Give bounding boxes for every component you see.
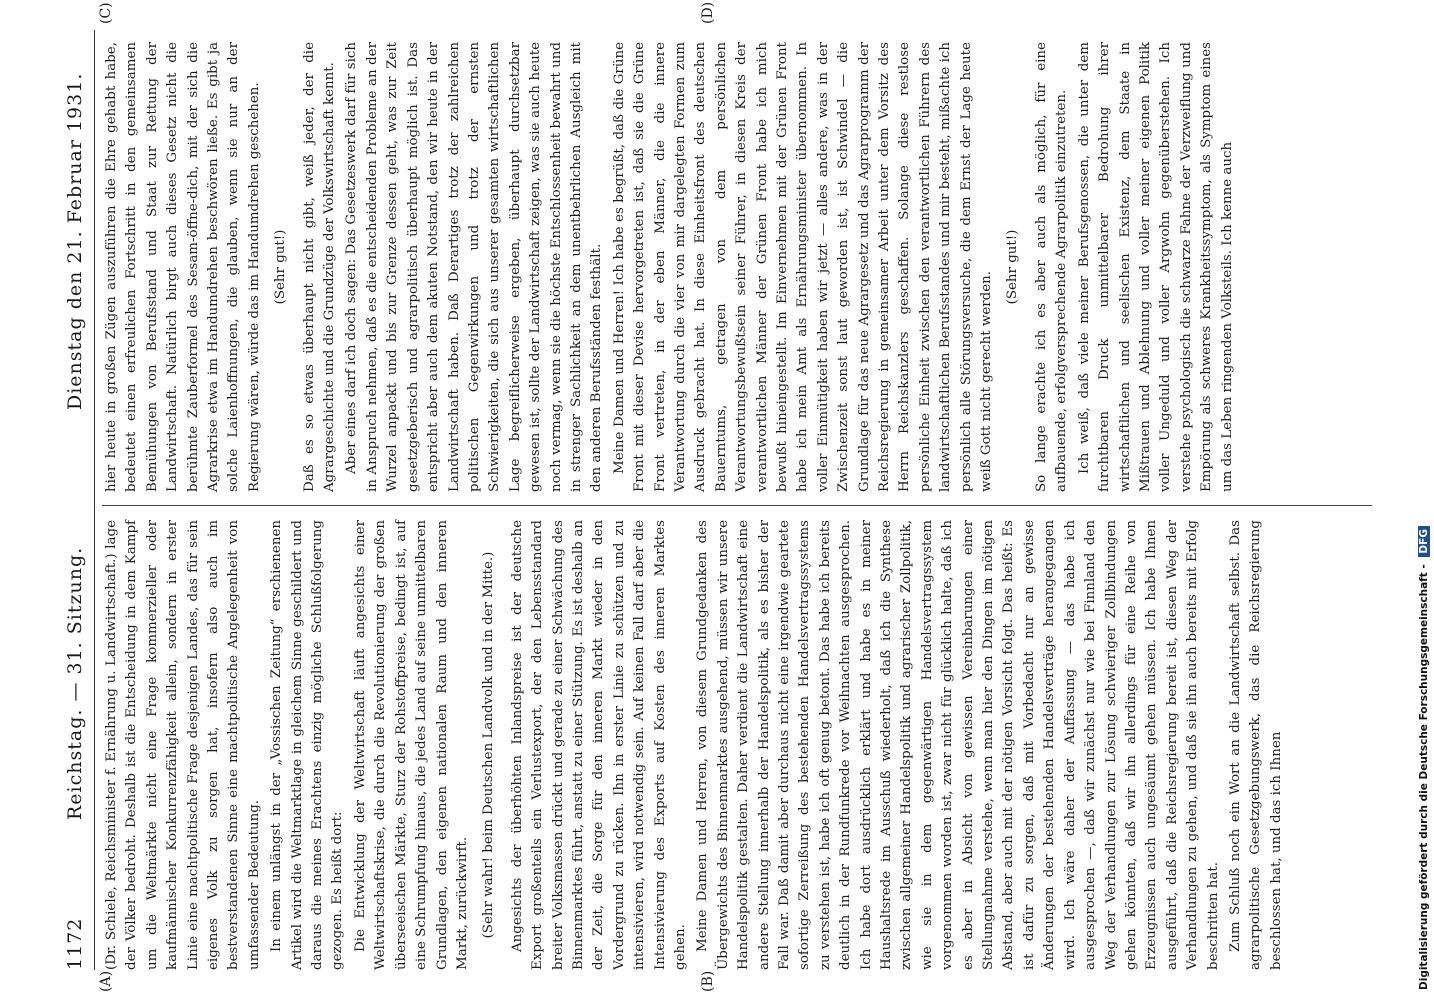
dfg-logo-badge: DFG [1418,526,1430,557]
paragraph: Meine Damen und Herren, von diesem Grundgedanken des Übergewichts des Binnenmarktes ausgehend, müssen wir unsere Handelspolitik gestalten. Daher verdient die Landwirtschaft eine andere Stellung innerhalb der Handelspolitik, als es bisher der Fall war. Daß damit aber durchaus nicht eine irgendwie geartete sofortige Zerreißung des bestehenden Handelsvertragssystems zu verstehen ist, habe ich oft genug betont. Das habe ich bereits deutlich in der Rundfunkrede vor Weihnachten ausgesprochen. Ich habe dort ausdrücklich erklärt und habe es in meiner Haushaltsrede im Ausschuß wiederholt, daß ich die Synthese zwischen allgemeiner Handelspolitik und agrarischer Zollpolitik, wie sie in dem gegenwärtigen Handelsvertragssystem vorgenommen worden ist, zwar nicht für glücklich halte, daß ich es aber in Absicht von gewissen Vereinbarungen einer Stellungnahme verstehe, wenn man hier den Dingen im nötigen Abstand, aber auch mit der nötigen Vorsicht folgt. Das heißt: Es ist dafür zu sorgen, daß mit Vorbedacht nur an gewisse Änderungen der bestehenden Handelsverträge herangegangen wird. Ich wäre daher der Auffassung — das habe ich ausgesprochen —, daß wir zunächst nur wie bei Finnland den Weg der Verhandlungen zur Lösung schwieriger Zollbindungen gehen könnten, daß wir ihn allerdings für eine Reihe von Erzeugnissen auch ungesäumt gehen müssen. Ich habe Ihnen ausgeführt, daß die Reichsregierung bereit ist, diesen Weg der Verhandlungen zu gehen, und daß sie ihn auch bereits mit Erfolg beschritten hat. [695,520,1221,970]
header-rule [94,30,95,970]
margin-marker-a: (A) [98,970,114,992]
digitization-credit [1418,10,1434,990]
page-number: 1172 [64,917,86,970]
interjection: (Sehr gut!) [273,229,289,305]
paragraph: Aber eines darf ich doch sagen: Das Gesetzeswerk darf für sich in Anspruch nehmen, daß es die entscheidenden Probleme an der Wurzel anpackt und bis zur Grenze dessen geht, was zur Zeit gesetzgeberisch und agrarpolitisch überhaupt möglich ist. Das entspricht aber auch dem akuten Notstand, den wir heute in der Landwirtschaft haben. Daß Derartiges trotz der zahlreichen politischen Gegenwirkungen und trotz der ernsten Schwierigkeiten, die sich aus unserer gesamten wirtschaftlichen Lage begreiflicherweise ergeben, überhaupt durchsetzbar gewesen ist, sollte der Landwirtschaft zeigen, was sie auch heute noch vermag, wenn sie die höchste Entschlossenheit bewahrt und in strenger Sachlichkeit an dem unentbehrlichen Ausgleich mit den anderen Berufsständen festhält. [344,42,605,492]
margin-marker-b: (B) [700,970,716,992]
paragraph: Ich weiß, daß viele meiner Berufsgenossen, die unter dem furchtbaren Druck unmittelbarer Bedrohung ihrer wirtschaftlichen und seelischen Existenz, dem Staate in Mißtrauen und Ablehnung und voller meiner eigenen Politik voller Ungeduld und voller Argwohn gegenüberstehen. Ich verstehe psychologisch die schwarze Fahne der Verzweiflung und Empörung als schweres Krankheitssymptom, als Symptom eines um das Leben ringenden Volksteils. Ich kenne auch [1076,42,1235,492]
quotation: Die Entwicklung der Weltwirtschaft läuft angesichts einer Weltwirtschaftskrise, die durch die Revolutionierung der großen überseeischen Märkte, Sturz der Rohstoffpreise, bedingt ist, auf eine Schrumpfung hinaus, die jedes Land auf seine unmittelbaren Grundlagen, den eigenen nationalen Raum und den inneren Markt, zurückwirft. [352,520,470,970]
paragraph: (Dr. Schiele, Reichsminister f. Ernährung u. Landwirtschaft.) lage der Völker bedroht. Deshalb ist die Entscheidung in dem Kampf um die Weltmärkte nicht eine Frage kommerzieller oder kaufmännischer Konkurrenzfähigkeit allein, sondern in erster Linie eine machtpolitische Frage desjenigen Landes, das für sein eigenes Volk zu sorgen hat, insofern also auch im bestverstandenen Sinne eine machtpolitische Angelegenheit von umfassender Bedeutung. [104,520,262,970]
paragraph: Daß es so etwas überhaupt nicht gibt, weiß jeder, der die Agrargeschichte und die Grundzüge der Volkswirtschaft kennt. [301,42,338,492]
session-date: Dienstag den 21. Februar 1931. [64,72,86,410]
page-header [60,30,94,970]
interjection: (Sehr wahr! beim Deutschen Landvolk und in der Mitte.) [481,551,497,939]
left-column [102,520,1289,970]
credit-text: Digitalisierung gefördert durch die Deutsche Forschungsgemeinschaft - [1418,564,1430,990]
paragraph: So lange erachte ich es aber auch als möglich, für eine aufbauende, erfolgversprechende Agrarpolitik einzutreten. [1033,42,1070,492]
document-page [60,1,1390,992]
paragraph: hier heute in großen Zügen auszuführen die Ehre gehabt habe, bedeutet einen erfreulichen Fortschritt in den gemeinsamen Bemühungen von Berufsstand und Staat zur Rettung der Landwirtschaft. Natürlich birgt auch dieses Gesetz nicht die berühmte Zauberformel des Sesam-öffne-dich, mit der sich die Agrarkrise etwa im Handumdrehen beschwören ließe. Es gibt ja solche Laienhoffnungen, die glauben, wenn sie nur an der Regierung wären, würde das im Handumdrehen geschehen. [104,42,262,492]
column-divider [102,505,1372,506]
right-column [102,42,1240,492]
paragraph: In einem unlängst in der „Vossischen Zeitung“ erschienenen Artikel wird die Weltmarktlage in gleichem Sinne geschildert und daraus die meines Erachtens einzig mögliche Schlußfolgerung gezogen. Es heißt dort: [269,520,346,970]
paragraph: Meine Damen und Herren! Ich habe es begrüßt, daß die Grüne Front mit dieser Devise hervorgetreten ist, daß sie die Grüne Front vertreten, in der eben Männer, die die innere Verantwortung durch die vier von mir dargelegten Formen zum Ausdruck gebracht hat. In diese Einheitsfront des deutschen Bauerntums, getragen von dem persönlichen Verantwortungsbewußtsein seiner Führer, in diesen Kreis der verantwortlichen Männer der Grünen Front habe ich mich bewußt hineingestellt. Im Einvernehmen mit der Grünen Front habe ich mein Amt als Ernährungsminister übernommen. In voller Einmütigkeit haben wir jetzt — alles andere, was in der Zwischenzeit sonst laut geworden ist, ist Schwindel — die Grundlage für das neue Agrargesetz und das Agrarprogramm der Reichsregierung in gemeinsamer Arbeit unter dem Vorsitz des Herrn Reichskanzlers geschaffen. Solange diese restlose persönliche Einheit zwischen den verantwortlichen Führern des landwirtschaftlichen Berufsstandes und mir besteht, mißachte ich persönlich alle Störungsversuche, die dem Ernst der Lage heute weiß Gott nicht gerecht werden. [611,42,995,492]
paragraph: Angesichts der überhöhten Inlandspreise ist der deutsche Export großenteils ein Verlustexport, der den Lebensstandard breiter Volksmassen drückt und gerade zu einer Schwächung des Binnenmarktes führt, anstatt zu einer Stützung. Es ist deshalb an der Zeit, die Sorge für den inneren Markt wieder in den Vordergrund zu rücken. Ihn in erster Linie zu schützen und zu intensivieren, wird notwendig sein. Auf keinen Fall darf aber die Intensivierung des Exports auf Kosten des inneren Marktes gehen. [509,520,688,970]
margin-marker-d: (D) [700,1,716,24]
session-title: Reichstag. — 31. Sitzung. [64,546,86,820]
interjection: (Sehr gut!) [1005,229,1021,305]
margin-marker-c: (C) [98,2,114,24]
paragraph: Zum Schluß noch ein Wort an die Landwirtschaft selbst. Das agrarpolitische Gesetzgebungswerk, das die Reichsregierung beschlossen hat, und das ich Ihnen [1227,520,1284,970]
